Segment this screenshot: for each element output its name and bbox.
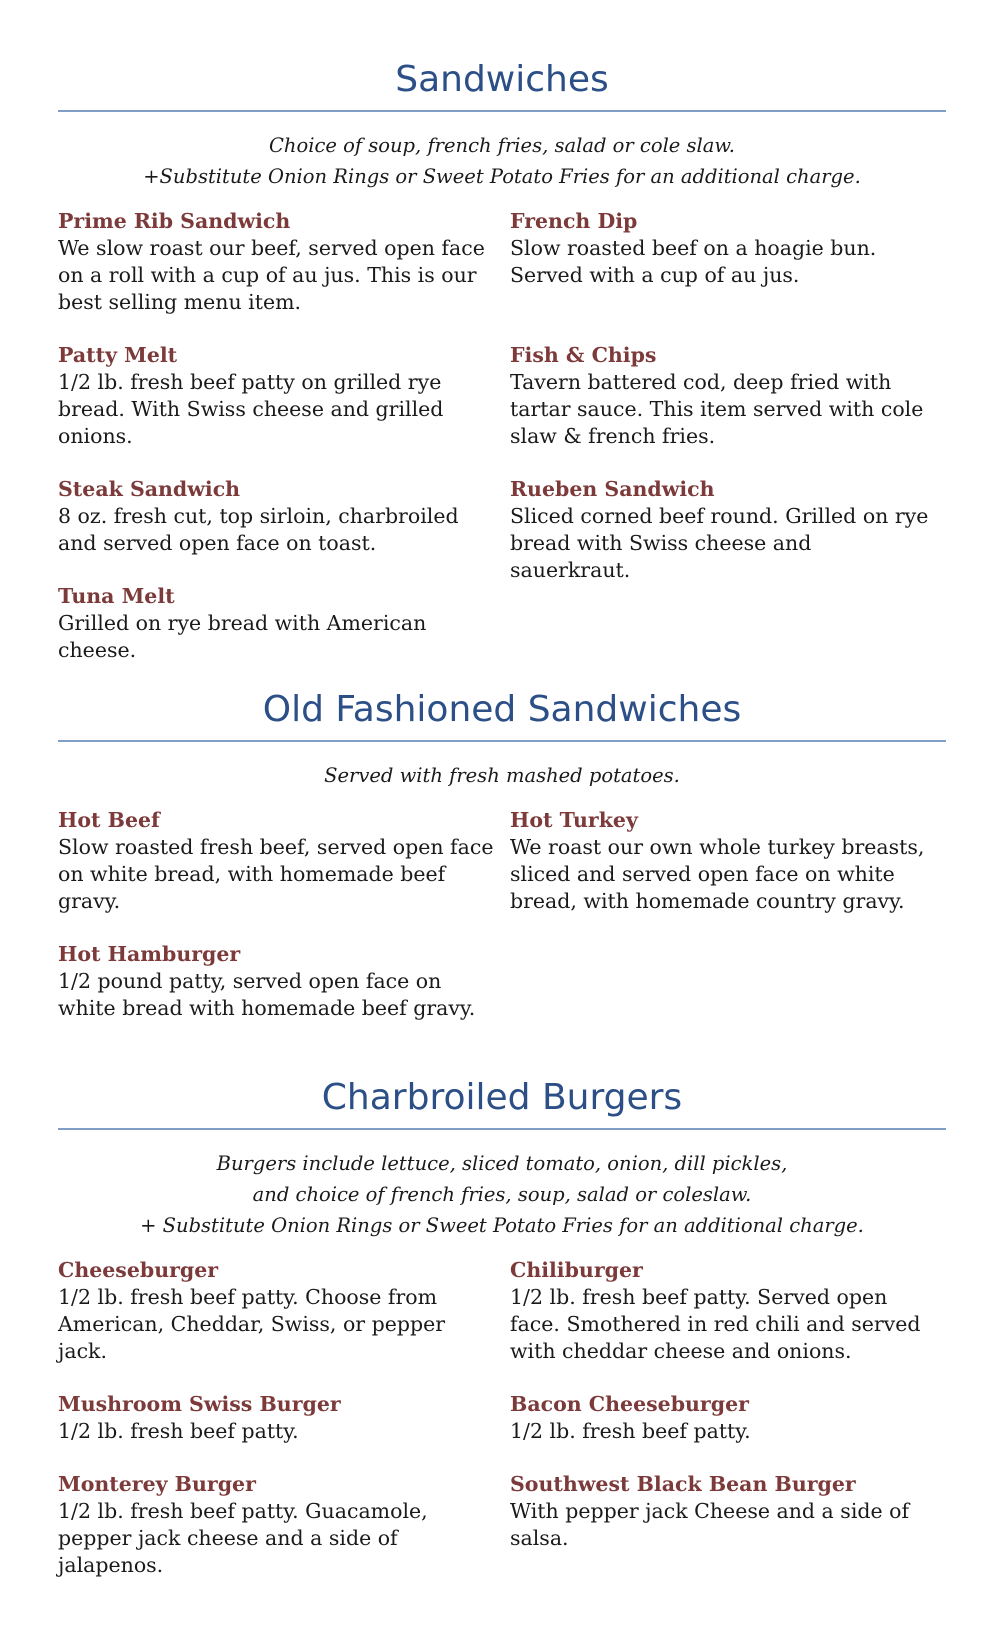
menu-item xyxy=(510,1257,946,1365)
menu-item-description: 1/2 pound patty, served open face on white bread with homemade beef gravy. xyxy=(58,969,476,1020)
section-title: Sandwiches xyxy=(395,59,609,100)
menu-item xyxy=(58,941,510,1022)
menu-item-name: Hot Hamburger xyxy=(58,942,241,966)
menu-item xyxy=(510,476,946,584)
section-subtitle xyxy=(58,760,946,791)
section-old-fashioned-sandwiches xyxy=(58,688,946,1048)
menu-item-description: 1/2 lb. fresh beef patty. Served open face. Smothered in red chili and served with cheddar cheese and onions. xyxy=(510,1285,921,1363)
menu-item xyxy=(58,1391,510,1445)
menu-column-right xyxy=(510,1257,946,1605)
menu-item xyxy=(58,208,510,316)
menu-item xyxy=(58,1471,510,1579)
menu-item-name: Southwest Black Bean Burger xyxy=(510,1472,856,1496)
menu-column-right xyxy=(510,807,946,1048)
menu-item-description: 1/2 lb. fresh beef patty on grilled rye bread. With Swiss cheese and grilled onions. xyxy=(58,370,444,448)
menu-grid xyxy=(58,807,946,1048)
section-divider xyxy=(58,740,946,742)
menu-item-description: Slow roasted beef on a hoagie bun. Served with a cup of au jus. xyxy=(510,236,877,287)
menu-item-name: Hot Beef xyxy=(58,808,160,832)
menu-item-name: Cheeseburger xyxy=(58,1258,219,1282)
section-charbroiled-burgers xyxy=(58,1076,946,1605)
subtitle-line: + Substitute Onion Rings or Sweet Potato Fries for an additional charge. xyxy=(140,1214,864,1237)
subtitle-line: and choice of french fries, soup, salad or coleslaw. xyxy=(252,1183,752,1206)
menu-item-description: Slow roasted fresh beef, served open face on white bread, with homemade beef gravy. xyxy=(58,835,494,913)
menu-item-name: Steak Sandwich xyxy=(58,477,241,501)
menu-column-right xyxy=(510,208,946,664)
menu-item-description: With pepper jack Cheese and a side of salsa. xyxy=(510,1499,910,1550)
section-divider xyxy=(58,110,946,112)
menu-item-name: Mushroom Swiss Burger xyxy=(58,1392,341,1416)
menu-item-description: Sliced corned beef round. Grilled on rye bread with Swiss cheese and sauerkraut. xyxy=(510,504,929,582)
menu-item-description: We roast our own whole turkey breasts, sliced and served open face on white bread, with homemade country gravy. xyxy=(510,835,925,913)
menu-item-name: Tuna Melt xyxy=(58,584,175,608)
menu-item-description: Tavern battered cod, deep fried with tartar sauce. This item served with cole slaw & french fries. xyxy=(510,370,924,448)
section-subtitle xyxy=(58,130,946,192)
menu-item-description: 1/2 lb. fresh beef patty. xyxy=(510,1419,751,1443)
menu-item-name: Rueben Sandwich xyxy=(510,477,715,501)
menu-item xyxy=(510,342,946,450)
menu-grid xyxy=(58,1257,946,1605)
section-sandwiches xyxy=(58,58,946,664)
subtitle-line: Choice of soup, french fries, salad or cole slaw. xyxy=(268,134,735,157)
menu-item-name: Bacon Cheeseburger xyxy=(510,1392,749,1416)
menu-item xyxy=(58,583,510,664)
menu-item xyxy=(58,476,510,557)
menu-item-name: Patty Melt xyxy=(58,343,178,367)
menu-grid xyxy=(58,208,946,664)
section-subtitle xyxy=(58,1148,946,1241)
menu-item-description: Grilled on rye bread with American cheese. xyxy=(58,611,427,662)
section-title: Charbroiled Burgers xyxy=(321,1077,683,1118)
menu-item xyxy=(510,1471,946,1552)
subtitle-line: +Substitute Onion Rings or Sweet Potato Fries for an additional charge. xyxy=(143,165,861,188)
menu-item-name: Fish & Chips xyxy=(510,343,657,367)
menu-item-name: French Dip xyxy=(510,209,638,233)
menu-column-left xyxy=(58,208,510,664)
section-divider xyxy=(58,1128,946,1130)
menu-item-description: 1/2 lb. fresh beef patty. xyxy=(58,1419,299,1443)
subtitle-line: Served with fresh mashed potatoes. xyxy=(324,764,680,787)
menu-item xyxy=(510,807,946,915)
menu-item-description: 1/2 lb. fresh beef patty. Guacamole, pepper jack cheese and a side of jalapenos. xyxy=(58,1499,428,1577)
menu-item-name: Monterey Burger xyxy=(58,1472,256,1496)
menu-item-name: Hot Turkey xyxy=(510,808,638,832)
menu-item xyxy=(510,208,946,289)
menu-item-name: Chiliburger xyxy=(510,1258,643,1282)
menu-item-description: We slow roast our beef, served open face on a roll with a cup of au jus. This is our best selling menu item. xyxy=(58,236,485,314)
menu-item xyxy=(58,807,510,915)
menu-column-left xyxy=(58,1257,510,1605)
menu-item-description: 1/2 lb. fresh beef patty. Choose from American, Cheddar, Swiss, or pepper jack. xyxy=(58,1285,446,1363)
menu-column-left xyxy=(58,807,510,1048)
menu-item-name: Prime Rib Sandwich xyxy=(58,209,291,233)
menu-item-description: 8 oz. fresh cut, top sirloin, charbroiled and served open face on toast. xyxy=(58,504,459,555)
menu-item xyxy=(58,1257,510,1365)
menu-item xyxy=(510,1391,946,1445)
menu-item xyxy=(58,342,510,450)
subtitle-line: Burgers include lettuce, sliced tomato, onion, dill pickles, xyxy=(216,1152,788,1175)
section-title: Old Fashioned Sandwiches xyxy=(262,689,742,730)
